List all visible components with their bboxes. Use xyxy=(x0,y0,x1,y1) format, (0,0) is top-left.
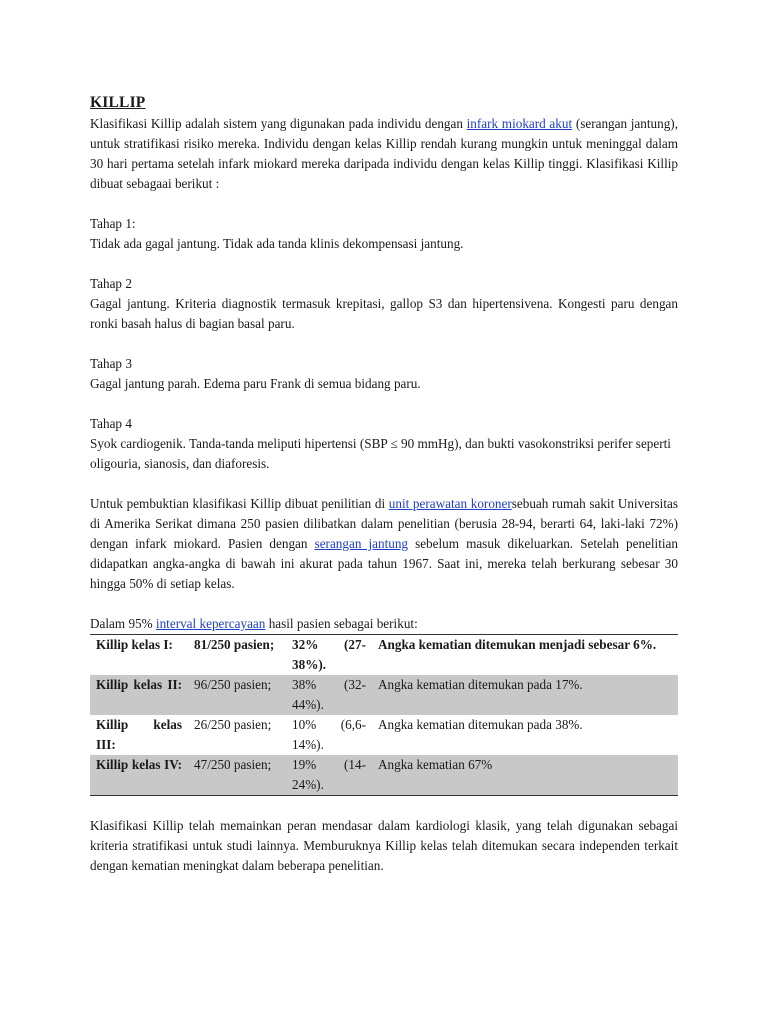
cell-ci-open: (6,6- xyxy=(340,717,366,732)
intro-paragraph xyxy=(90,114,678,194)
cell-percent xyxy=(286,755,372,796)
cell-pasien: 47/250 pasien; xyxy=(188,755,286,796)
spacer xyxy=(90,334,678,354)
spacer xyxy=(90,594,678,614)
link-infark-miokard-akut[interactable]: infark miokard akut xyxy=(466,116,573,131)
cell-ci-open: (32- xyxy=(344,677,366,692)
spacer xyxy=(90,796,678,816)
killip-table xyxy=(90,634,678,796)
stage-4-heading: Tahap 4 xyxy=(90,416,132,431)
table-row xyxy=(90,715,678,755)
cell-ci-open: (27- xyxy=(344,637,366,652)
ci-line xyxy=(90,614,678,634)
cell-ci-close: 38%). xyxy=(292,657,327,672)
cell-pct: 38% xyxy=(292,677,317,692)
stage-3-text: Gagal jantung parah. Edema paru Frank di semua bidang paru. xyxy=(90,376,421,391)
stage-1-text: Tidak ada gagal jantung. Tidak ada tanda klinis dekompensasi jantung. xyxy=(90,236,464,251)
intro-text-2: (serangan jantung), untuk stratifikasi risiko mereka. Individu dengan kelas Killip rendah kurang mungkin untuk meninggal dalam 30 hari pertama setelah infark miokard mereka daripada individu dengan kelas Killip tinggi. Klasifikasi Killip dibuat sebagaai berikut : xyxy=(90,116,678,191)
table-row xyxy=(90,635,678,676)
cell-kelas: Killip kelas III: xyxy=(96,717,182,752)
link-interval-kepercayaan[interactable]: interval kepercayaan xyxy=(155,616,266,631)
document-page xyxy=(90,92,678,876)
cell-outcome: Angka kematian ditemukan pada 17%. xyxy=(372,675,678,715)
cell-ci-close: 44%). xyxy=(292,697,324,712)
cell-percent xyxy=(286,675,372,715)
study-text-3: sebelum masuk dikeluarkan. Setelah penelitian didapatkan angka-angka di bawah ini akurat pada tahun 1967. Saat ini, mereka telah berkurang sebesar 30 hingga 50% di setiap kelas. xyxy=(90,536,678,591)
study-text-2: sebuah rumah sakit Universitas di Amerika Serikat dimana 250 pasien dilibatkan dalam penelitian (berusia 28-94, berarti 64, laki-laki 72%) dengan infark miokard. Pasien dengan xyxy=(90,496,678,551)
study-paragraph xyxy=(90,494,678,594)
cell-kelas: Killip kelas IV: xyxy=(90,755,188,796)
link-serangan-jantung[interactable]: serangan jantung xyxy=(314,536,409,551)
cell-pasien: 96/250 pasien; xyxy=(188,675,286,715)
ci-text-2: hasil pasien sebagai berikut: xyxy=(265,616,418,631)
cell-percent xyxy=(286,635,372,676)
cell-pasien: 81/250 pasien; xyxy=(194,637,275,652)
spacer xyxy=(90,254,678,274)
cell-pct: 10% xyxy=(292,717,317,732)
spacer xyxy=(90,474,678,494)
cell-ci-close: 24%). xyxy=(292,777,324,792)
study-text-1: Untuk pembuktian klasifikasi Killip dibuat penilitian di xyxy=(90,496,389,511)
cell-percent xyxy=(286,715,372,755)
cell-pct: 19% xyxy=(292,757,317,772)
cell-outcome: Angka kematian ditemukan menjadi sebesar 6%. xyxy=(378,637,657,652)
link-unit-perawatan-koroner[interactable]: unit perawatan koroner xyxy=(388,496,512,511)
spacer xyxy=(90,394,678,414)
stage-1-heading: Tahap 1: xyxy=(90,216,136,231)
stage-4-text: Syok cardiogenik. Tanda-tanda meliputi hipertensi (SBP ≤ 90 mmHg), dan bukti vasokonstriksi perifer seperti oligouria, sianosis, dan diaforesis. xyxy=(90,436,671,471)
page-title: KILLIP xyxy=(90,94,146,111)
stage-2-heading: Tahap 2 xyxy=(90,276,132,291)
table-row xyxy=(90,755,678,796)
stage-2-text: Gagal jantung. Kriteria diagnostik termasuk krepitasi, gallop S3 dan hipertensivena. Kongesti paru dengan ronki basah halus di bagian basal paru. xyxy=(90,296,678,331)
cell-pct: 32% xyxy=(292,637,319,652)
cell-kelas: Killip kelas I: xyxy=(96,637,173,652)
cell-ci-open: (14- xyxy=(344,757,366,772)
cell-outcome: Angka kematian 67% xyxy=(372,755,678,796)
cell-ci-close: 14%). xyxy=(292,737,324,752)
closing-paragraph: Klasifikasi Killip telah memainkan peran mendasar dalam kardiologi klasik, yang telah digunakan sebagai kriteria stratifikasi untuk studi lainnya. Memburuknya Killip kelas telah ditemukan secara independen terkait dengan kematian meningkat dalam beberapa penelitian. xyxy=(90,818,678,873)
ci-text-1: Dalam 95% xyxy=(90,616,156,631)
stage-3-heading: Tahap 3 xyxy=(90,356,132,371)
intro-text-1: Klasifikasi Killip adalah sistem yang digunakan pada individu dengan xyxy=(90,116,467,131)
cell-kelas: Killip kelas II: xyxy=(90,675,188,715)
cell-pasien: 26/250 pasien; xyxy=(194,717,272,732)
table-row xyxy=(90,675,678,715)
spacer xyxy=(90,194,678,214)
cell-outcome: Angka kematian ditemukan pada 38%. xyxy=(378,717,583,732)
